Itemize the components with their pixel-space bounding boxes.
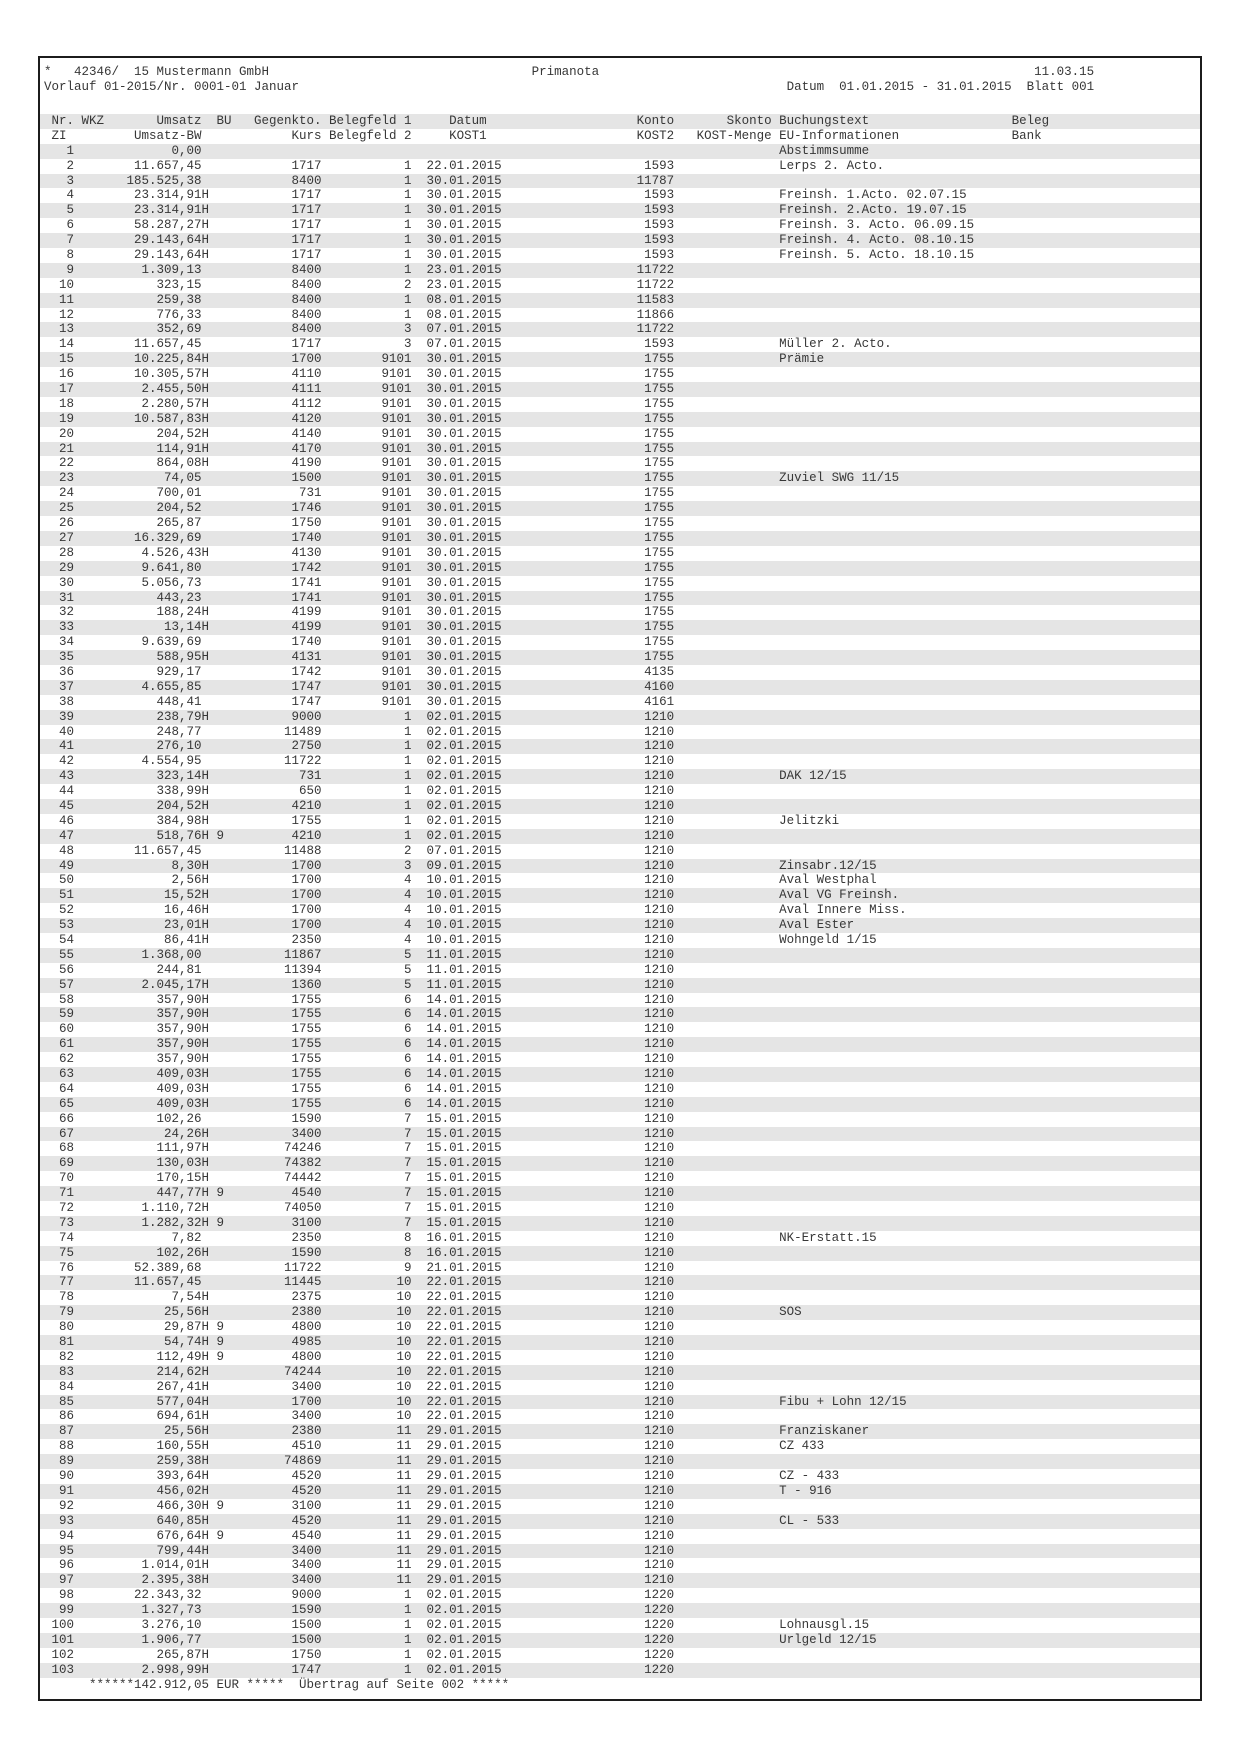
table-row: 65 409,03H 1755 6 14.01.2015 1210 <box>40 1097 1200 1112</box>
table-row: 25 204,52 1746 9101 30.01.2015 1755 <box>40 501 1200 516</box>
table-row: 53 23,01H 1700 4 10.01.2015 1210 Aval Ester <box>40 918 1200 933</box>
table-row: 101 1.906,77 1500 1 02.01.2015 1220 Urlgeld 12/15 <box>40 1633 1200 1648</box>
table-row: 63 409,03H 1755 6 14.01.2015 1210 <box>40 1067 1200 1082</box>
table-row: 38 448,41 1747 9101 30.01.2015 4161 <box>44 694 780 709</box>
table-row: 10 323,15 8400 2 23.01.2015 11722 <box>44 277 780 292</box>
table-row: 92 466,30H 9 3100 11 29.01.2015 1210 <box>44 1498 780 1513</box>
table-row: 89 259,38H 74869 11 29.01.2015 1210 <box>40 1454 1200 1469</box>
table-row: 28 4.526,43H 4130 9101 30.01.2015 1755 <box>44 545 780 560</box>
report-frame <box>38 56 1202 1701</box>
table-row: 61 357,90H 1755 6 14.01.2015 1210 <box>40 1037 1200 1052</box>
booking-table <box>40 114 1200 1692</box>
table-row: 64 409,03H 1755 6 14.01.2015 1210 <box>44 1081 780 1096</box>
table-row: 60 357,90H 1755 6 14.01.2015 1210 <box>44 1022 780 1037</box>
table-row: 4 23.314,91H 1717 1 30.01.2015 1593 Freinsh. 1.Acto. 02.07.15 <box>44 188 967 203</box>
table-row: 13 352,69 8400 3 07.01.2015 11722 <box>40 322 1200 337</box>
table-row: 39 238,79H 9000 1 02.01.2015 1210 <box>40 710 1200 725</box>
table-row: 56 244,81 11394 5 11.01.2015 1210 <box>44 962 780 977</box>
report-title-line-2: Vorlauf 01-2015/Nr. 0001-01 Januar Datum 01.01.2015 - 31.01.2015 Blatt 001 <box>44 80 1095 94</box>
table-row: 62 357,90H 1755 6 14.01.2015 1210 <box>44 1052 780 1067</box>
table-row: 82 112,49H 9 4800 10 22.01.2015 1210 <box>44 1349 780 1364</box>
table-row: 19 10.587,83H 4120 9101 30.01.2015 1755 <box>40 412 1200 427</box>
table-row: 81 54,74H 9 4985 10 22.01.2015 1210 <box>40 1335 1200 1350</box>
table-row: 29 9.641,80 1742 9101 30.01.2015 1755 <box>40 561 1200 576</box>
table-row: 31 443,23 1741 9101 30.01.2015 1755 <box>40 591 1200 606</box>
table-row: 6 58.287,27H 1717 1 30.01.2015 1593 Freinsh. 3. Acto. 06.09.15 <box>44 218 975 233</box>
table-row: 74 7,82 2350 8 16.01.2015 1210 NK-Erstatt.15 <box>44 1230 877 1245</box>
table-row: 68 111,97H 74246 7 15.01.2015 1210 <box>44 1141 780 1156</box>
table-row: 12 776,33 8400 1 08.01.2015 11866 <box>44 307 780 322</box>
table-row: 85 577,04H 1700 10 22.01.2015 1210 Fibu + Lohn 12/15 <box>40 1395 1200 1410</box>
table-row: 3 185.525,38 8400 1 30.01.2015 11787 <box>40 174 1200 189</box>
table-row: 71 447,77H 9 4540 7 15.01.2015 1210 <box>40 1186 1200 1201</box>
table-row: 27 16.329,69 1740 9101 30.01.2015 1755 <box>40 531 1200 546</box>
table-row: 23 74,05 1500 9101 30.01.2015 1755 Zuviel SWG 11/15 <box>40 471 1200 486</box>
table-row: 94 676,64H 9 4540 11 29.01.2015 1210 <box>44 1528 780 1543</box>
table-row: 54 86,41H 2350 4 10.01.2015 1210 Wohngeld 1/15 <box>44 932 877 947</box>
table-row: 76 52.389,68 11722 9 21.01.2015 1210 <box>44 1260 780 1275</box>
table-row: 33 13,14H 4199 9101 30.01.2015 1755 <box>40 620 1200 635</box>
table-row: 51 15,52H 1700 4 10.01.2015 1210 Aval VG Freinsh. <box>40 888 1200 903</box>
table-row: 67 24,26H 3400 7 15.01.2015 1210 <box>40 1127 1200 1142</box>
table-row: 36 929,17 1742 9101 30.01.2015 4135 <box>44 664 780 679</box>
table-row: 26 265,87 1750 9101 30.01.2015 1755 <box>44 516 780 531</box>
column-header-row-2: ZI Umsatz-BW Kurs Belegfeld 2 KOST1 KOST2 KOST-Menge EU-Informationen Bank <box>44 128 1042 143</box>
table-row: 99 1.327,73 1590 1 02.01.2015 1220 <box>40 1603 1200 1618</box>
table-row: 80 29,87H 9 4800 10 22.01.2015 1210 <box>44 1320 780 1335</box>
table-row: 102 265,87H 1750 1 02.01.2015 1220 <box>44 1647 780 1662</box>
table-row: 5 23.314,91H 1717 1 30.01.2015 1593 Freinsh. 2.Acto. 19.07.15 <box>40 203 1200 218</box>
table-row: 73 1.282,32H 9 3100 7 15.01.2015 1210 <box>40 1216 1200 1231</box>
table-row: 59 357,90H 1755 6 14.01.2015 1210 <box>40 1007 1200 1022</box>
table-row: 77 11.657,45 11445 10 22.01.2015 1210 <box>40 1275 1200 1290</box>
table-row: 2 11.657,45 1717 1 22.01.2015 1593 Lerps 2. Acto. <box>44 158 885 173</box>
table-row: 32 188,24H 4199 9101 30.01.2015 1755 <box>44 605 780 620</box>
table-row: 30 5.056,73 1741 9101 30.01.2015 1755 <box>44 575 780 590</box>
table-row: 69 130,03H 74382 7 15.01.2015 1210 <box>40 1156 1200 1171</box>
table-row: 79 25,56H 2380 10 22.01.2015 1210 SOS <box>40 1305 1200 1320</box>
table-row: 90 393,64H 4520 11 29.01.2015 1210 CZ - 433 <box>44 1469 840 1484</box>
table-row: 1 0,00 Abstimmsumme <box>40 144 1200 159</box>
table-row: 40 248,77 11489 1 02.01.2015 1210 <box>44 724 780 739</box>
table-row: 72 1.110,72H 74050 7 15.01.2015 1210 <box>44 1201 780 1216</box>
table-row: 96 1.014,01H 3400 11 29.01.2015 1210 <box>44 1558 780 1573</box>
table-row: 52 16,46H 1700 4 10.01.2015 1210 Aval Innere Miss. <box>44 903 907 918</box>
table-row: 103 2.998,99H 1747 1 02.01.2015 1220 <box>40 1663 1200 1678</box>
table-row: 100 3.276,10 1500 1 02.01.2015 1220 Lohnausgl.15 <box>44 1617 870 1632</box>
table-row: 8 29.143,64H 1717 1 30.01.2015 1593 Freinsh. 5. Acto. 18.10.15 <box>44 248 975 263</box>
table-row: 49 8,30H 1700 3 09.01.2015 1210 Zinsabr.12/15 <box>40 859 1200 874</box>
table-row: 14 11.657,45 1717 3 07.01.2015 1593 Müller 2. Acto. <box>44 337 892 352</box>
report-title-line-1: * 42346/ 15 Mustermann GmbH Primanota 11.03.15 <box>44 65 1095 79</box>
table-row: 42 4.554,95 11722 1 02.01.2015 1210 <box>44 754 780 769</box>
table-row: 34 9.639,69 1740 9101 30.01.2015 1755 <box>44 635 780 650</box>
table-row: 98 22.343,32 9000 1 02.01.2015 1220 <box>44 1588 780 1603</box>
table-row: 58 357,90H 1755 6 14.01.2015 1210 <box>44 992 780 1007</box>
table-row: 57 2.045,17H 1360 5 11.01.2015 1210 <box>40 978 1200 993</box>
table-row: 11 259,38 8400 1 08.01.2015 11583 <box>40 293 1200 308</box>
table-row: 95 799,44H 3400 11 29.01.2015 1210 <box>40 1544 1200 1559</box>
table-row: 41 276,10 2750 1 02.01.2015 1210 <box>40 739 1200 754</box>
table-row: 35 588,95H 4131 9101 30.01.2015 1755 <box>40 650 1200 665</box>
table-row: 43 323,14H 731 1 02.01.2015 1210 DAK 12/15 <box>40 769 1200 784</box>
table-row: 75 102,26H 1590 8 16.01.2015 1210 <box>40 1246 1200 1261</box>
table-row: 55 1.368,00 11867 5 11.01.2015 1210 <box>40 948 1200 963</box>
table-row: 93 640,85H 4520 11 29.01.2015 1210 CL - 533 <box>40 1514 1200 1529</box>
table-row: 45 204,52H 4210 1 02.01.2015 1210 <box>40 799 1200 814</box>
table-row: 24 700,01 731 9101 30.01.2015 1755 <box>44 486 780 501</box>
table-row: 47 518,76H 9 4210 1 02.01.2015 1210 <box>40 829 1200 844</box>
carry-forward-row: ******142.912,05 EUR ***** Übertrag auf Seite 002 ***** <box>44 1677 510 1692</box>
table-row: 48 11.657,45 11488 2 07.01.2015 1210 <box>44 843 780 858</box>
table-row: 87 25,56H 2380 11 29.01.2015 1210 Franziskaner <box>40 1424 1200 1439</box>
table-row: 50 2,56H 1700 4 10.01.2015 1210 Aval Westphal <box>44 873 877 888</box>
table-row: 22 864,08H 4190 9101 30.01.2015 1755 <box>44 456 780 471</box>
table-row: 46 384,98H 1755 1 02.01.2015 1210 Jelitzki <box>44 813 840 828</box>
table-row: 17 2.455,50H 4111 9101 30.01.2015 1755 <box>40 382 1200 397</box>
table-row: 16 10.305,57H 4110 9101 30.01.2015 1755 <box>44 367 780 382</box>
report-title-block <box>40 58 1200 114</box>
table-row: 44 338,99H 650 1 02.01.2015 1210 <box>44 784 780 799</box>
table-row: 97 2.395,38H 3400 11 29.01.2015 1210 <box>40 1573 1200 1588</box>
table-row: 18 2.280,57H 4112 9101 30.01.2015 1755 <box>44 396 780 411</box>
table-row: 83 214,62H 74244 10 22.01.2015 1210 <box>40 1365 1200 1380</box>
column-header-row-1: Nr. WKZ Umsatz BU Gegenkto. Belegfeld 1 Datum Konto Skonto Buchungstext Beleg <box>40 114 1200 129</box>
table-row: 70 170,15H 74442 7 15.01.2015 1210 <box>44 1171 780 1186</box>
table-row: 66 102,26 1590 7 15.01.2015 1210 <box>44 1111 780 1126</box>
table-row: 9 1.309,13 8400 1 23.01.2015 11722 <box>40 263 1200 278</box>
table-row: 78 7,54H 2375 10 22.01.2015 1210 <box>44 1290 780 1305</box>
table-row: 84 267,41H 3400 10 22.01.2015 1210 <box>44 1379 780 1394</box>
table-row: 91 456,02H 4520 11 29.01.2015 1210 T - 916 <box>40 1484 1200 1499</box>
table-row: 86 694,61H 3400 10 22.01.2015 1210 <box>44 1409 780 1424</box>
table-row: 7 29.143,64H 1717 1 30.01.2015 1593 Freinsh. 4. Acto. 08.10.15 <box>40 233 1200 248</box>
table-row: 21 114,91H 4170 9101 30.01.2015 1755 <box>40 442 1200 457</box>
table-row: 15 10.225,84H 1700 9101 30.01.2015 1755 Prämie <box>40 352 1200 367</box>
table-row: 20 204,52H 4140 9101 30.01.2015 1755 <box>44 426 780 441</box>
table-row: 37 4.655,85 1747 9101 30.01.2015 4160 <box>40 680 1200 695</box>
table-row: 88 160,55H 4510 11 29.01.2015 1210 CZ 433 <box>44 1439 825 1454</box>
